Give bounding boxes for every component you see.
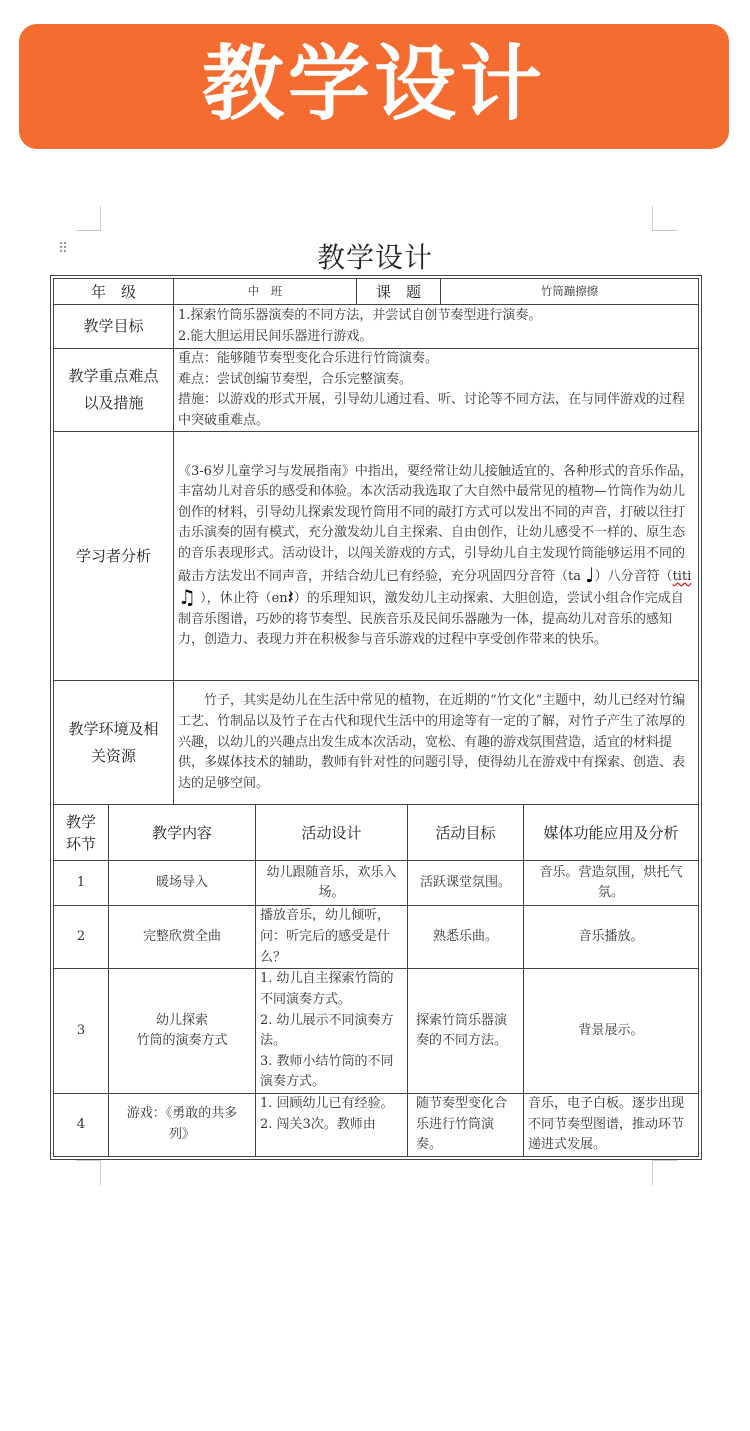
grade-topic-row xyxy=(54,279,699,305)
environment-label-line: 关资源 xyxy=(90,746,136,765)
row-number: 3 xyxy=(54,969,109,1094)
environment-row xyxy=(54,681,699,805)
header-banner xyxy=(19,24,729,149)
content-header: 教学内容 xyxy=(109,805,256,861)
row-content: 暖场导入 xyxy=(109,861,256,906)
learner-analysis-text: 《3-6岁儿童学习与发展指南》中指出，要经常让幼儿接触适宜的、各种形式的音乐作品，丰富幼儿对音乐的感受和体验。本次活动我选取了大自然中最常见的植物—竹筒作为幼儿创作的材料，引导幼儿探索发现竹筒用不同的敲打方式可以发出不同的声音，打破以往打击乐演奏的固有模式，充分激发幼儿自主探索、自由创作，让幼儿感受不一样的、原生态的音乐表现形式。活动设计，以闯关游戏的方式，引导幼儿自主发现竹筒能够运用不同的敲击方法发出不同声音，并结合幼儿已有经验，充分巩固四分音 xyxy=(178,463,693,584)
table-row xyxy=(54,906,699,969)
quarter-note-prefix: 符（ta xyxy=(542,568,586,584)
row-content-line: 竹筒的演奏方式 xyxy=(136,1033,228,1049)
goal-header: 活动目标 xyxy=(408,805,524,861)
activity-item: 2. 闯关3次。教师由 xyxy=(260,1116,376,1132)
page-corner-mark xyxy=(652,1160,677,1185)
stage-header xyxy=(54,805,109,861)
grade-label: 年 级 xyxy=(54,279,174,305)
activity-item: 2. 幼儿展示不同演奏方法。 xyxy=(260,1012,394,1049)
row-media: 音乐。营造氛围，烘托气氛。 xyxy=(524,861,699,906)
learner-analysis-row xyxy=(54,432,699,681)
table-row xyxy=(54,1093,699,1156)
row-media: 音乐，电子白板。逐步出现不同节奏型图谱，推动环节递进式发展。 xyxy=(524,1093,699,1156)
key-points-label xyxy=(54,349,174,432)
row-content: 游戏：《勇敢的共多列》 xyxy=(109,1093,256,1156)
row-media: 背景展示。 xyxy=(524,969,699,1094)
row-goal: 探索竹筒乐器演奏的不同方法。 xyxy=(408,969,524,1094)
drag-handle-icon[interactable]: ⠿ xyxy=(58,241,67,257)
row-content: 完整欣赏全曲 xyxy=(109,906,256,969)
row-activity: 幼儿跟随音乐，欢乐入场。 xyxy=(256,861,408,906)
document-title: 教学设计 xyxy=(316,241,433,274)
stage-header-line: 教学 xyxy=(65,812,96,831)
row-goal: 熟悉乐曲。 xyxy=(408,906,524,969)
rest-icon: 𝄽 xyxy=(287,585,294,610)
row-number: 1 xyxy=(54,861,109,906)
key-points-row xyxy=(54,349,699,432)
learner-analysis-content xyxy=(174,432,699,681)
row-goal: 随节奏型变化合乐进行竹筒演奏。 xyxy=(408,1093,524,1156)
row-activity: 播放音乐，幼儿倾听，问：听完后的感受是什么？ xyxy=(256,906,408,969)
focus-text: 重点：能够随节奏型变化合乐进行竹筒演奏。 xyxy=(178,351,439,366)
goals-row xyxy=(54,305,699,349)
measures-text: 措施：以游戏的形式开展，引导幼儿通过看、听、讨论等不同方法，在与同伴游戏的过程中突破重难点。 xyxy=(178,392,686,428)
row-media: 音乐播放。 xyxy=(524,906,699,969)
eighth-note-word: titi xyxy=(672,568,692,584)
goals-content xyxy=(174,305,699,349)
table-row xyxy=(54,969,699,1094)
page-corner-mark xyxy=(76,206,101,231)
media-header: 媒体功能应用及分析 xyxy=(524,805,699,861)
key-points-label-line: 教学重点难点 xyxy=(68,367,159,386)
grade-value: 中 班 xyxy=(174,279,357,305)
topic-value: 竹筒蹦擦擦 xyxy=(441,279,699,305)
row-goal: 活跃课堂氛围。 xyxy=(408,861,524,906)
page-corner-mark xyxy=(652,206,677,231)
key-points-label-line: 以及措施 xyxy=(83,394,144,413)
page-corner-mark xyxy=(76,1160,101,1185)
activity-item: 1. 幼儿自主探索竹筒的不同演奏方式。 xyxy=(260,971,394,1007)
row-activity xyxy=(256,969,408,1094)
teaching-process-table xyxy=(53,804,699,1156)
activity-header: 活动设计 xyxy=(256,805,408,861)
difficulty-text: 难点：尝试创编节奏型，合乐完整演奏。 xyxy=(178,371,413,387)
eighth-note-icon: ♫ xyxy=(178,585,196,610)
goal-item: 1.探索竹筒乐器演奏的不同方法，并尝试自创节奏型进行演奏。 xyxy=(178,307,542,323)
banner-title: 教学设计 xyxy=(201,36,546,132)
eighth-note-prefix: ）八分音符（ xyxy=(594,568,673,584)
row-content xyxy=(109,969,256,1094)
process-header-row xyxy=(54,805,699,861)
row-activity xyxy=(256,1093,408,1156)
goals-label: 教学目标 xyxy=(54,305,174,349)
lesson-plan-document xyxy=(50,275,702,1160)
activity-item: 1. 回顾幼儿已有经验。 xyxy=(260,1095,394,1111)
environment-label xyxy=(54,681,174,805)
row-number: 2 xyxy=(54,906,109,969)
environment-label-line: 教学环境及相 xyxy=(68,719,159,738)
learner-analysis-text: 动探索、大胆创造，尝试小组合作完成自制音乐图谱，巧妙的将节奏型、民族音乐及民间乐器融为一体，提高幼儿对音乐的感知力，创造力、表现力并在积极参与音乐游戏的过程中享受创作带来的快乐。 xyxy=(178,591,684,648)
rest-suffix: ）的乐理知识，激发幼儿主 xyxy=(293,591,450,607)
lesson-info-table xyxy=(53,278,699,805)
row-number: 4 xyxy=(54,1093,109,1156)
goal-item: 2.能大胆运用民间乐器进行游戏。 xyxy=(178,328,373,344)
learner-analysis-label: 学习者分析 xyxy=(54,432,174,681)
topic-label: 课 题 xyxy=(357,279,441,305)
environment-text: 竹子，其实是幼儿在生活中常见的植物，在近期的“竹文化”主题中，幼儿已经对竹编工艺、竹制品以及竹子在古代和现代生活中的用途等有一定的了解，对竹子产生了浓厚的兴趣，以幼儿的兴趣点出发生成本次活动，宽松、有趣的游戏氛围营造，适宜的材料提供，多媒体技术的辅助，教师有针对性的问题引导，使得幼儿在游戏中有探索、创造、表达的足够空间。 xyxy=(174,681,699,805)
key-points-content xyxy=(174,349,699,432)
activity-item: 3. 教师小结竹筒的不同演奏方式。 xyxy=(260,1053,394,1090)
stage-header-line: 环节 xyxy=(65,834,96,853)
rest-prefix: ），休止符（en xyxy=(195,591,288,607)
table-row xyxy=(54,861,699,906)
row-content-line: 幼儿探索 xyxy=(155,1012,208,1028)
quarter-note-icon: ♩ xyxy=(585,562,595,587)
